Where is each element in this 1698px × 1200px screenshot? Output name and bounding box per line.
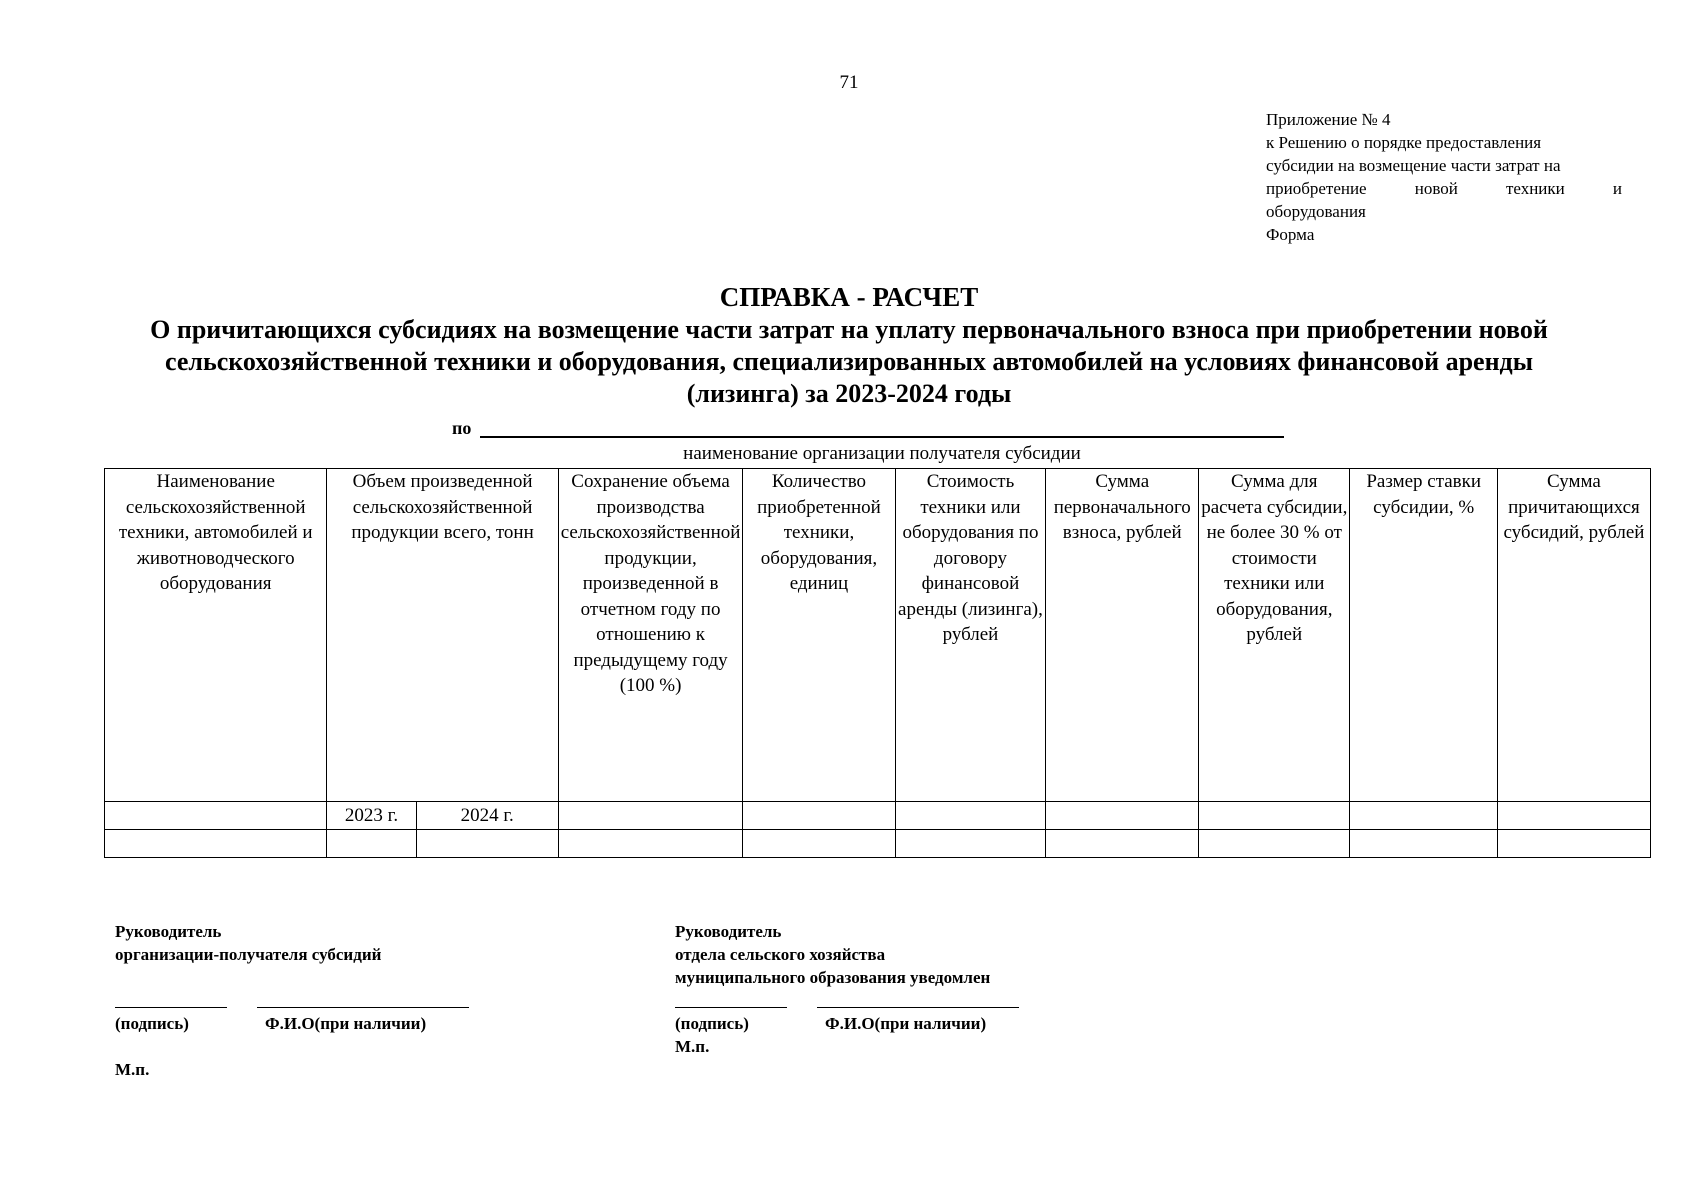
right-name-line[interactable]: [817, 1007, 1019, 1008]
calculation-table: [104, 468, 1651, 858]
header-quantity: Количество приобретенной техники, оборудования, единиц: [743, 469, 895, 802]
appendix-line: приобретение новой техники и: [1266, 179, 1622, 198]
table-cell[interactable]: [1199, 802, 1350, 830]
signatory-role: Руководитель: [675, 922, 782, 941]
header-calculation-amount: Сумма для расчета субсидии, не более 30 % от стоимости техники или оборудования, рублей: [1199, 469, 1350, 802]
left-signature-line[interactable]: [115, 1007, 227, 1008]
table-cell[interactable]: [1350, 830, 1497, 858]
appendix-line: субсидии на возмещение части затрат на: [1266, 156, 1561, 175]
left-signatory-title: [115, 920, 381, 966]
right-signature-label: (подпись): [675, 1014, 749, 1033]
right-stamp-label: М.п.: [675, 1037, 710, 1056]
org-name-field[interactable]: [480, 436, 1284, 438]
page-number: 71: [839, 72, 859, 93]
table-cell[interactable]: [1497, 830, 1650, 858]
appendix-number: Приложение № 4: [1266, 110, 1391, 129]
table-cell[interactable]: [327, 830, 416, 858]
header-production-retention: Сохранение объема производства сельскохозяйственной продукции, произведенной в отчетном году по отношению к предыдущему году (100 %): [558, 469, 743, 802]
document-subtitle: О причитающихся субсидиях на возмещение части затрат на уплату первоначального взноса при приобретении новой сельскохозяйственной техники и оборудования, специализированных автомобилей на условиях финансовой аренды (лизинга) за 2023-2024 годы: [150, 315, 1548, 408]
form-label: Форма: [1266, 225, 1315, 244]
signatory-notice: муниципального образования уведомлен: [675, 968, 991, 987]
left-name-label: Ф.И.О(при наличии): [265, 1014, 427, 1033]
left-signature-label: (подпись): [115, 1014, 189, 1033]
table-cell[interactable]: [105, 802, 327, 830]
table-cell[interactable]: [1199, 830, 1350, 858]
header-production-volume: Объем произведенной сельскохозяйственной продукции всего, тонн: [327, 469, 558, 802]
header-equipment-name: Наименование сельскохозяйственной техники, автомобилей и животноводчеcкого оборудования: [105, 469, 327, 802]
header-subsidy-amount: Сумма причитающихся субсидий, рублей: [1497, 469, 1650, 802]
left-name-line[interactable]: [257, 1007, 469, 1008]
appendix-line: оборудования: [1266, 202, 1366, 221]
left-stamp-label: М.п.: [115, 1060, 150, 1079]
table-cell[interactable]: [1046, 830, 1199, 858]
table-cell[interactable]: [1350, 802, 1497, 830]
right-signature-line[interactable]: [675, 1007, 787, 1008]
table-cell[interactable]: [558, 830, 743, 858]
table-row: [105, 802, 1651, 830]
table-cell[interactable]: [1046, 802, 1199, 830]
table-cell[interactable]: [743, 830, 895, 858]
table-cell[interactable]: [558, 802, 743, 830]
header-subsidy-rate: Размер ставки субсидии, %: [1350, 469, 1497, 802]
table-cell[interactable]: [416, 830, 558, 858]
table-row: [105, 830, 1651, 858]
document-title: СПРАВКА - РАСЧЕТ: [719, 282, 979, 312]
right-signatory-title: [675, 920, 990, 989]
signatory-role: Руководитель: [115, 922, 222, 941]
org-prefix: по: [452, 418, 472, 438]
signatory-department: отдела сельского хозяйства: [675, 945, 886, 964]
appendix-line: к Решению о порядке предоставления: [1266, 133, 1542, 152]
right-name-label: Ф.И.О(при наличии): [825, 1014, 987, 1033]
table-cell[interactable]: [895, 802, 1046, 830]
org-name-caption: наименование организации получателя субсидии: [683, 443, 1081, 464]
table-cell[interactable]: [743, 802, 895, 830]
year-2023-label: 2023 г.: [327, 802, 416, 830]
signatory-org: организации-получателя субсидий: [115, 945, 382, 964]
appendix-block: [1266, 108, 1622, 246]
header-cost: Стоимость техники или оборудования по договору финансовой аренды (лизинга), рублей: [895, 469, 1046, 802]
table-cell[interactable]: [1497, 802, 1650, 830]
table-cell[interactable]: [105, 830, 327, 858]
year-2024-label: 2024 г.: [416, 802, 558, 830]
header-initial-payment: Сумма первоначального взноса, рублей: [1046, 469, 1199, 802]
table-cell[interactable]: [895, 830, 1046, 858]
